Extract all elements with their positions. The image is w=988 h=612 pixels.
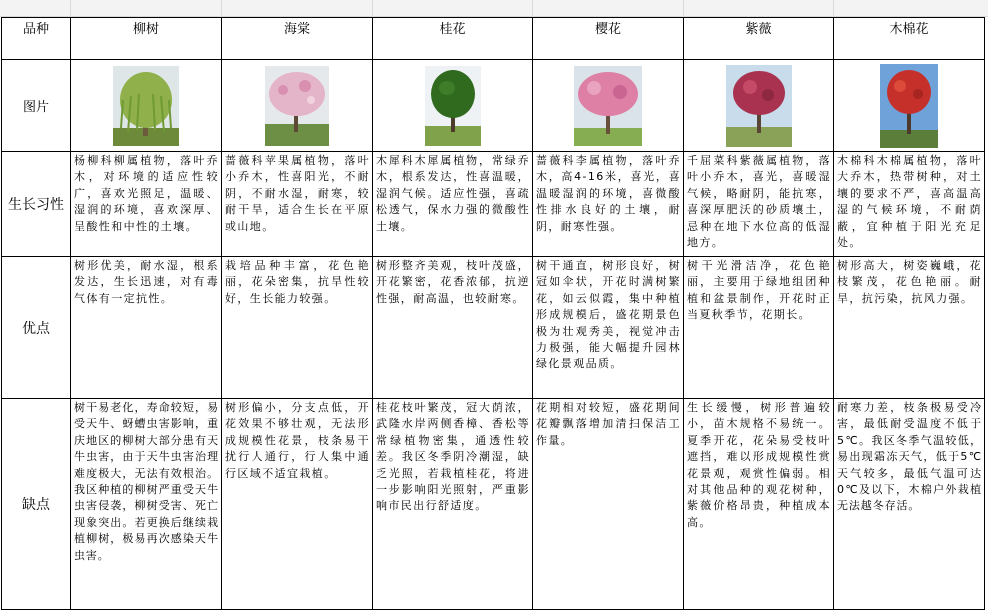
column-divider[interactable] — [833, 0, 834, 16]
image-cell[interactable] — [222, 60, 373, 152]
pros-cell[interactable] — [71, 257, 222, 399]
pros-text: 树干通直，树形良好，树冠如伞状，开花时满树繁花，如云似霞，集中种植形成规模后，盛花期景色极为壮观秀美，视觉冲击力极强，能大幅提升园林绿化景观品质。 — [536, 259, 681, 371]
pros-cell[interactable] — [222, 257, 373, 399]
cons-cell[interactable] — [684, 399, 834, 610]
habit-text: 木犀科木犀属植物，常绿乔木，根系发达，性喜温暖，湿润气候。适应性强，喜疏松透气，保水力强的微酸性土壤。 — [376, 154, 530, 233]
column-divider[interactable] — [70, 0, 71, 16]
foliage — [269, 72, 325, 116]
header-cell-variety[interactable]: 品种 — [2, 18, 71, 60]
pros-text: 树形高大，树姿巍峨，花枝繁茂，花色艳丽。耐旱，抗污染，抗风力强。 — [837, 259, 982, 305]
crabapple-tree-image — [265, 66, 329, 146]
row-label-habit[interactable]: 生长习性 — [2, 152, 71, 257]
row-label-pros[interactable]: 优点 — [2, 257, 71, 399]
habit-text: 蔷薇科李属植物，落叶乔木，高4-16米，喜光，喜温暖湿润的环境，喜微酸性排水良好的土壤，耐阴，耐寒性强。 — [536, 154, 681, 233]
pros-text: 栽培品种丰富，花色艳丽，花朵密集，抗旱性较好，生长能力较强。 — [225, 259, 370, 305]
image-row — [2, 60, 985, 152]
foliage — [431, 70, 475, 118]
cons-cell[interactable] — [834, 399, 985, 610]
crape-myrtle-tree-image — [726, 65, 792, 147]
column-divider[interactable] — [532, 0, 533, 16]
habit-cell[interactable] — [684, 152, 834, 257]
cons-text: 耐寒力差，枝条极易受冷害，最低耐受温度不低于5℃。我区冬季气温较低，易出现霜冻天气，低于5℃天气较多，最低气温可达0℃及以下，木棉户外栽植无法越冬存活。 — [837, 401, 982, 513]
pros-text: 树形整齐美观，枝叶茂盛，开花繁密，花香浓郁，抗逆性强，耐高温，也较耐寒。 — [376, 259, 530, 305]
cons-text: 桂花枝叶繁茂，冠大荫浓，武隆水岸两侧香樟、香松等常绿植物密集，通透性较差。我区冬季阴冷潮湿，缺乏光照，若栽植桂花，将进一步影响阳光照射，严重影响市民出行舒适度。 — [376, 401, 530, 513]
column-divider[interactable] — [372, 0, 373, 16]
column-divider[interactable] — [683, 0, 684, 16]
cherry-tree-image — [574, 66, 642, 146]
habit-cell[interactable] — [222, 152, 373, 257]
cons-text: 生长缓慢，树形普遍较小，苗木规格不易统一。夏季开花，花朵易受枝叶遮挡，难以形成规模性赏花景观，观赏性偏弱。相对其他品种的观花树种，紫薇价格昂贵，种植成本高。 — [687, 401, 831, 529]
pros-cell[interactable] — [834, 257, 985, 399]
pros-text: 树干光滑洁净，花色艳丽，主要用于绿地组团种植和盆景制作，开花时正当夏秋季节，花期长。 — [687, 259, 831, 322]
image-cell[interactable] — [71, 60, 222, 152]
pros-cell[interactable] — [373, 257, 533, 399]
header-cell-kapok[interactable]: 木棉花 — [834, 18, 985, 60]
cons-text: 树形偏小，分支点低，开花效果不够壮观，无法形成规模性花景，枝条易干扰行人通行，行人集中通行区域不适宜栽植。 — [225, 401, 370, 480]
habit-cell[interactable] — [71, 152, 222, 257]
habit-cell[interactable] — [533, 152, 684, 257]
foliage — [120, 72, 172, 128]
willow-tree-image — [113, 66, 179, 146]
habit-text: 木棉科木棉属植物，落叶大乔木，热带树种，对土壤的要求不严，喜高温高湿的气候环境，不耐荫蔽，宜种植于阳光充足处。 — [837, 154, 982, 250]
pros-cell[interactable] — [533, 257, 684, 399]
header-row — [2, 18, 985, 60]
cons-text: 树干易老化，寿命较短，易受天牛、蚜螬虫害影响，重庆地区的柳树大部分患有天牛虫害，由于天牛虫害治理难度极大，无法有效根治。我区种植的柳树严重受天牛虫害侵袭，柳树受害、死亡现象突出。若更换后继续栽植柳树，极易再次感染天牛虫害。 — [74, 401, 219, 562]
kapok-tree-image — [880, 64, 938, 148]
habit-row — [2, 152, 985, 257]
foliage — [578, 72, 638, 116]
cons-cell[interactable] — [71, 399, 222, 610]
header-cell-cherry[interactable]: 樱花 — [533, 18, 684, 60]
row-label-cons[interactable]: 缺点 — [2, 399, 71, 610]
header-cell-crape-myrtle[interactable]: 紫薇 — [684, 18, 834, 60]
habit-text: 千屈菜科紫薇属植物，落叶小乔木，喜光，喜暖湿气候，略耐阴，能抗寒，喜深厚肥沃的砂质壤土，忌种在地下水位高的低湿地方。 — [687, 154, 831, 250]
foliage — [733, 71, 785, 115]
foliage — [887, 70, 931, 114]
cons-row — [2, 399, 985, 610]
header-cell-crabapple[interactable]: 海棠 — [222, 18, 373, 60]
habit-text: 杨柳科柳属植物，落叶乔木，对环境的适应性较广，喜欢光照足，温暖、湿润的环境，喜欢深厚、呈酸性和中性的土壤。 — [74, 154, 219, 233]
image-cell[interactable] — [684, 60, 834, 152]
column-header-strip — [0, 0, 988, 17]
header-cell-osmanthus[interactable]: 桂花 — [373, 18, 533, 60]
pros-row — [2, 257, 985, 399]
header-cell-willow[interactable]: 柳树 — [71, 18, 222, 60]
pros-text: 树形优美，耐水湿，根系发达，生长迅速，对有毒气体有一定抗性。 — [74, 259, 219, 305]
habit-cell[interactable] — [373, 152, 533, 257]
cons-cell[interactable] — [373, 399, 533, 610]
column-divider[interactable] — [221, 0, 222, 16]
comparison-table — [1, 17, 985, 610]
row-label-image[interactable]: 图片 — [2, 60, 71, 152]
cons-text: 花期相对较短，盛花期间花瓣飘落增加清扫保洁工作量。 — [536, 401, 681, 447]
pros-cell[interactable] — [684, 257, 834, 399]
habit-cell[interactable] — [834, 152, 985, 257]
cons-cell[interactable] — [222, 399, 373, 610]
habit-text: 蔷薇科苹果属植物，落叶小乔木，性喜阳光，不耐阴，不耐水湿，耐寒，较耐干旱，适合生长在平原或山地。 — [225, 154, 370, 233]
cons-cell[interactable] — [533, 399, 684, 610]
image-cell[interactable] — [373, 60, 533, 152]
image-cell[interactable] — [834, 60, 985, 152]
image-cell[interactable] — [533, 60, 684, 152]
osmanthus-tree-image — [425, 66, 481, 146]
